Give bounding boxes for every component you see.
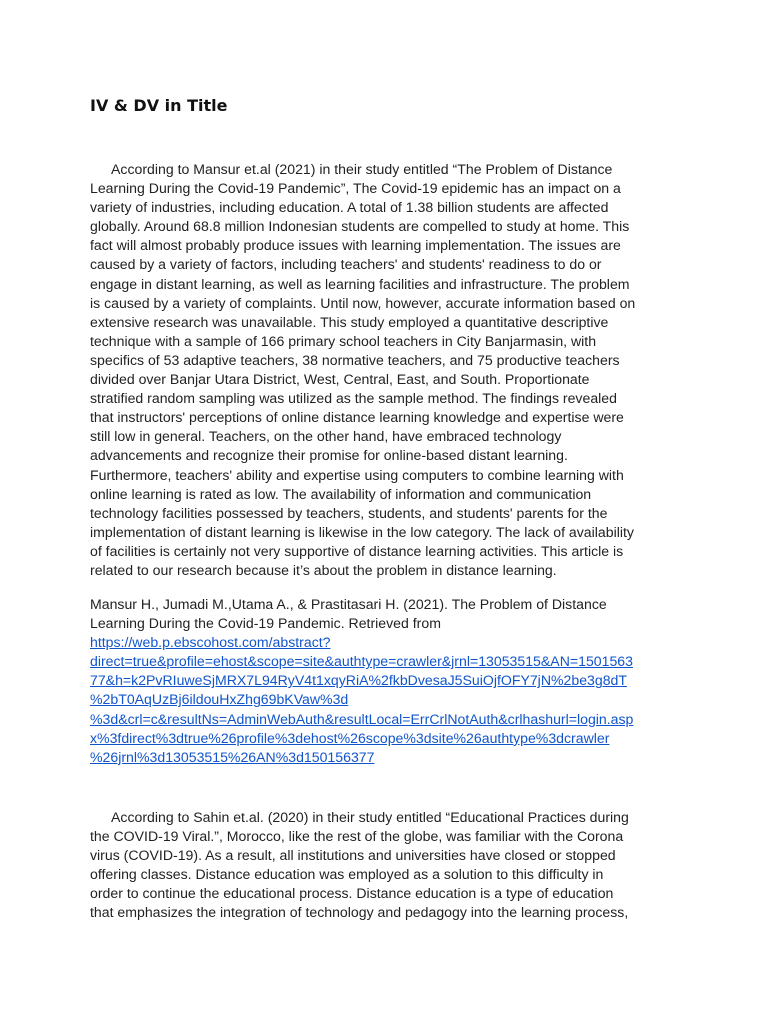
text-line: online learning is rated as low. The availability of information and communication [90, 485, 592, 502]
text-line: implementation of distant learning is likewise in the low category. The lack of availability [90, 523, 634, 540]
citation-mansur [90, 595, 685, 767]
text-line: stratified random sampling was utilized as the sample method. The findings revealed [90, 390, 617, 407]
text-line: extensive research was unavailable. This study employed a quantitative descriptive [90, 313, 609, 330]
text-line: technique with a sample of 166 primary school teachers in City Banjarmasin, with [90, 332, 597, 349]
text-line: globally. Around 68.8 million Indonesian students are compelled to study at home. This [90, 218, 630, 235]
text-line: technology facilities possessed by teachers, students, and students' parents for the [90, 504, 608, 521]
text-line: According to Sahin et.al. (2020) in their study entitled “Educational Practices during [111, 809, 629, 825]
summary-paragraph-mansur [90, 160, 685, 580]
text-line: divided over Banjar Utara District, West, Central, East, and South. Proportionate [90, 371, 590, 388]
text-line: Mansur H., Jumadi M.,Utama A., & Prastitasari H. (2021). The Problem of Distance [90, 596, 607, 612]
text-line: specifics of 53 adaptive teachers, 38 normative teachers, and 75 productive teachers [90, 351, 620, 368]
page-title: IV & DV in Title [90, 96, 228, 115]
text-line: the COVID-19 Viral.”, Morocco, like the rest of the globe, was familiar with the Corona [90, 828, 624, 845]
text-line: virus (COVID-19). As a result, all institutions and universities have closed or stopped [90, 847, 616, 864]
text-line: caused by a variety of factors, including teachers' and students' readiness to do or [90, 256, 602, 273]
citation-link-line[interactable]: %3d&crl=c&resultNs=AdminWebAuth&resultLocal=ErrCrlNotAuth&crlhashurl=login.asp [90, 710, 634, 727]
text-line: is caused by a variety of complaints. Until now, however, accurate information based on [90, 294, 636, 311]
text-line: offering classes. Distance education was employed as a solution to this difficulty in [90, 866, 604, 883]
citation-link-line[interactable]: direct=true&profile=ehost&scope=site&authtype=crawler&jrnl=13053515&AN=1501563 [90, 653, 633, 670]
text-line: According to Mansur et.al (2021) in their study entitled “The Problem of Distance [111, 161, 613, 177]
text-line: related to our research because it’s about the problem in distance learning. [90, 561, 557, 578]
text-line: fact will almost probably produce issues with learning implementation. The issues are [90, 237, 621, 254]
text-line: Learning During the Covid-19 Pandemic. Retrieved from [90, 615, 441, 632]
text-line: that emphasizes the integration of technology and pedagogy into the learning process, [90, 904, 629, 921]
text-line: Learning During the Covid-19 Pandemic”, The Covid-19 epidemic has an impact on a [90, 180, 621, 197]
citation-link-line[interactable]: x%3fdirect%3dtrue%26profile%3dehost%26scope%3dsite%26authtype%3dcrawler [90, 729, 610, 746]
text-line: that instructors' perceptions of online distance learning knowledge and expertise were [90, 409, 624, 426]
text-line: of facilities is certainly not very supportive of distance learning activities. This article is [90, 542, 624, 559]
text-line: still low in general. Teachers, on the other hand, have embraced technology [90, 428, 562, 445]
citation-link-line[interactable]: %26jrnl%3d13053515%26AN%3d150156377 [90, 748, 375, 765]
citation-link-line[interactable]: %2bT0AqUzBj6ildouHxZhg69bKVaw%3d [90, 691, 349, 708]
text-line: advancements and recognize their promise for online-based distant learning. [90, 447, 568, 464]
text-line: order to continue the educational process. Distance education is a type of education [90, 885, 614, 902]
text-line: variety of industries, including education. A total of 1.38 billion students are affected [90, 199, 609, 216]
text-line: Furthermore, teachers' ability and expertise using computers to combine learning with [90, 466, 624, 483]
text-line: engage in distant learning, as well as learning facilities and infrastructure. The problem [90, 275, 630, 292]
citation-link-line[interactable]: 77&h=k2PvRIuweSjMRX7L94RyV4t1xqyRiA%2fkbDvesaJ5SuiOjfOFY7jN%2be3g8dT [90, 672, 628, 689]
citation-link-line[interactable]: https://web.p.ebscohost.com/abstract? [90, 634, 331, 651]
summary-paragraph-sahin [90, 808, 685, 923]
